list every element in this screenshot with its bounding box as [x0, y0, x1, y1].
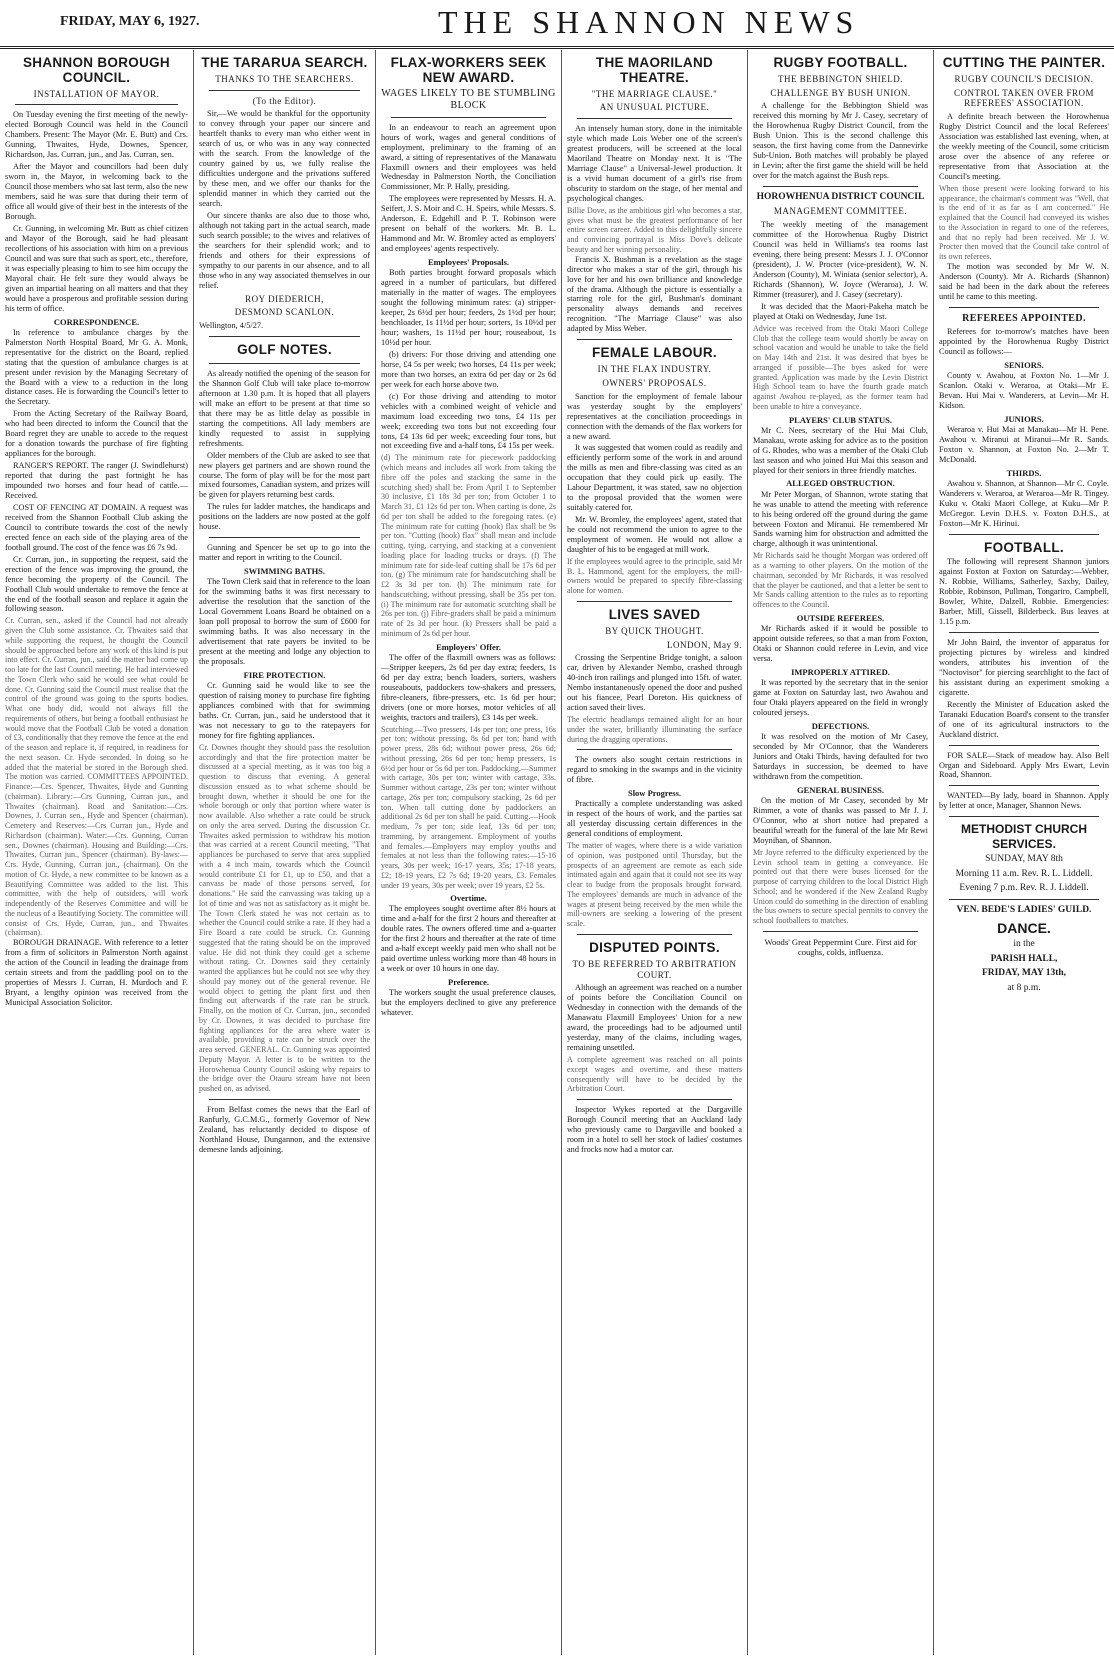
article-heading: FEMALE LABOUR.	[592, 345, 717, 361]
classified-ad: WANTED—By lady, board in Shannon. Apply by letter at once, Manager, Shannon News.	[939, 791, 1109, 811]
article-heading: HOROWHENUA DISTRICT COUNCIL	[756, 192, 925, 203]
column-maoriland-theatre	[562, 50, 748, 1655]
section-heading: OUTSIDE REFEREES.	[796, 612, 885, 623]
paragraph: In reference to ambulance charges by the Palmerston North Hospital Board, Mr G. A. Monk, representative for the district on the Board, replied stating that the question of ambulance charges is at present under revision by the Managing Secretary of the Board with a view to a reduction in the long distance cases. He is forwarding the Council's letter to the Secretary.	[5, 327, 188, 407]
dance-notice-line: at 8 p.m.	[1007, 982, 1041, 993]
section-heading: Overtime.	[450, 893, 487, 904]
paragraph: Recently the Minister of Education asked the Taranaki Education Board's consent to the transfer of one of its agricultural instructors to the Auckland district.	[939, 699, 1109, 739]
paragraph: Sanction for the employment of female labour was yesterday sought by the employers' representatives at the conciliation proceedings in connection with the demands of the flax workers for a new award.	[567, 391, 742, 441]
section-heading: IMPROPERLY ATTIRED.	[791, 666, 890, 677]
dance-notice-title: VEN. BEDE'S LADIES' GUILD.	[956, 905, 1092, 916]
divider	[949, 307, 1099, 308]
article-subheading: CHALLENGE BY BUSH UNION.	[770, 87, 911, 98]
church-notice-line: Morning 11 a.m. Rev. R. L. Liddell.	[955, 868, 1093, 879]
paragraph: Mr. W. Bromley, the employees' agent, stated that he could not recommend the union to agree to the employment of women. He would not allow a daughter of his to be engaged at mill work.	[567, 515, 742, 555]
divider	[15, 104, 178, 105]
body-text-continuation: (d) The minimum rate for piecework paddocking (which means and includes all work from taking the fibre off the poles and stacking the same in the scutching shed) shall be: From April 1 to September 30 inclusive, £1 18s 3d per ton; from October 1 to March 31, £1 12s 6d per ton. When carting is done, 2s 6d per ton shall be added to the foregoing rates. (e) The minimum rate for cutting (hook) flax shall be 9s per ton. "Cutting (hook) flax" shall mean and include cutting, tying, carrying, and stacking at a convenient loading place for loading trucks or drays. (f) The minimum rate for side-leaf cutting shall be 17s 6d per ton. (g) The minimum rate for handscutching shall be £2 3s 3d per ton. (h) The minimum rate for handscutching, without pressing, shall be 35s per ton. (i) The minimum rate for automatic scutching shall be 26s per ton. (j) Fibre-graders shall be paid a minimum rate of 2s 3d per hour. (k) Pressers shall be paid a minimum of 2s 6d per hour.	[381, 453, 556, 638]
signature: DESMOND SCANLON.	[234, 307, 335, 318]
article-heading: REFEREES APPOINTED.	[962, 312, 1086, 324]
paragraph: The offer of the flaxmill owners was as follows:—Stripper keepers, 2s 6d per day extra; feeders, 1s 6d per day extra; bench loaders, sorters, washers rouseabouts, paddockers tow-shakers and pressers, fibre-cleaners, fibre-pressers, etc. 1s 6d per hour; drivers (one or more horses, motor vehicles of all weights, tractors and trailers), £3 14s per week.	[381, 652, 556, 722]
section-heading: PLAYERS' CLUB STATUS.	[788, 414, 893, 425]
divider	[949, 899, 1099, 900]
divider	[209, 336, 360, 337]
divider	[763, 931, 918, 932]
dance-notice-line: PARISH HALL,	[990, 953, 1058, 964]
column-flax-workers	[376, 50, 562, 1655]
paragraph: The weekly meeting of the management committee of the Horowhenua Rugby District Council was held in Williams's tea rooms last evening, there being present: Messrs J. J. O'Connor (president), J. W. Procter (vice-president), W. N. Anderson (County), M. Winiata (senior selector), A. Richards (Shannon), W. Joyce (Weraroa), J. W. Rimmer (treasurer), and J. Casey (secretary).	[753, 220, 928, 299]
divider	[391, 117, 546, 118]
letter-date: Wellington, 4/5/27.	[199, 321, 264, 331]
paragraph: Although an agreement was reached on a number of points before the Conciliation Council on Wednesday in connection with the demands of the Manawatu Flaxmill Employees' Union for a new award, the proceedings had to be adjourned until yesterday, many of the claims, including wages, remaining unsettled.	[567, 983, 742, 1053]
paragraph: The owners also sought certain restrictions in regard to smoking in the swamps and in the vicinity of fibre.	[567, 755, 742, 785]
dance-notice-heading: DANCE.	[997, 919, 1051, 936]
body-text-continuation: If the employees would agree to the principle, said Mr B. L. Hammond, agent for the employers, the mill-owners would be prepared to specify fibre-classing alone for women.	[567, 556, 742, 596]
paragraph: Mr John Baird, the inventor of apparatus for projecting pictures by wireless and kindred wonders, attributes his invention of the "Noctovisor" for piercing searchlight to the fact of his assistant during an experiment smoking a cigarette.	[939, 638, 1109, 697]
paragraph: Sir,—We would be thankful for the opportunity to convey through your paper our sincere and heartfelt thanks to every man who either went in search of us, or who was in any way connected with the search. From the knowledge of the country gained by us, we fully realise the difficulties undergone and the privations suffered by these men, and we offer our thanks for the splendid manner in which they carried out the search.	[199, 109, 370, 209]
divider	[577, 934, 732, 935]
divider	[949, 534, 1099, 535]
article-subheading: INSTALLATION OF MAYOR.	[33, 88, 160, 99]
divider	[577, 118, 732, 119]
body-text-continuation: The electric headlamps remained alight for an hour under the water, brilliantly illuminating the surface during the dragging operations.	[567, 715, 742, 744]
article-subheading: CONTROL TAKEN OVER FROM REFEREES' ASSOCIATION.	[953, 87, 1095, 109]
church-notice-line: Evening 7 p.m. Rev. R. J. Liddell.	[959, 882, 1089, 893]
paragraph: Mr Richards asked if it would be possible to appoint outside referees, so that a man from Foxton, Otaki or Shannon could referee in Levin, and vice versa.	[753, 624, 928, 663]
section-heading: Employers' Offer.	[436, 641, 501, 652]
paragraph: (c) For those driving and attending to motor vehicles with a combined weight of vehicle and maximum load exceeding two tons, £4 11s per week; exceeding two tons but not exceeding four tons, £4 13s 6d per week; exceeding four tons, but not exceeding five and a-half tons, £4 15s per week.	[381, 391, 556, 451]
paragraph: An intensely human story, done in the inimitable style which made Lois Weber one of the screen's greatest producers, will be screened at the local Maoriland Theatre on Monday next. It is "The Marriage Clause" a Universal-Jewel production. It is a vivid human document of a girl's rise from obscurity to stardom on the stage, of her mental and psychological changes.	[567, 124, 742, 203]
paragraph: Both parties brought forward proposals which agreed in a number of particulars, but differed materially in the matter of wages. The employees sought the following minimum rates: (a) stripper-keeper, 2s 6½d per hour; feeders, 2s 1½d per hour; benchloader, 1s 11½d per hour; sorters, 1s 10½d per hour; washers, 1s 11½d per hour; rouseabout, 1s 10½d per hour.	[381, 268, 556, 347]
paragraph: Weraroa v. Hui Mai at Manakau—Mr H. Pene. Awahou v. Miranui at Miranui—Mr R. Sands. Foxton v. Shannon, at Foxton No. 2—Mr T. McDonald.	[939, 424, 1109, 464]
section-heading: ALLEGED OBSTRUCTION.	[786, 478, 895, 489]
article-heading: CUTTING THE PAINTER.	[942, 55, 1106, 70]
column-rugby-football	[748, 50, 934, 1655]
section-heading: GENERAL BUSINESS.	[797, 784, 884, 795]
dance-notice-line: in the	[1013, 939, 1035, 950]
paragraph: After the Mayor and councillors had been duly sworn in, the Mayor, in welcoming back to the Council those members who sat last term, also the new members, said he was sure that during their term of office all would give of their best in the interests of the Borough.	[5, 162, 188, 222]
divider	[949, 632, 1099, 633]
paragraph: County v. Awahou, at Foxton No. 1—Mr J. Scanlon. Otaki v. Weraroa, at Otaki—Mr E. Bevan. Hui Mai v. Wanderers, at Levin—Mr H. Kidson.	[939, 370, 1109, 410]
paragraph: From the Acting Secretary of the Railway Board, who had been directed to inform the Council that the Board regret they are unable to accede to the request for a donation towards the purchase of fire fighting appliances for the borough.	[5, 409, 188, 459]
article-subheading: THE BEBBINGTON SHIELD.	[777, 73, 904, 84]
article-heading: FOOTBALL.	[984, 539, 1064, 555]
paragraph: On Tuesday evening the first meeting of the newly-elected Borough Council was held in the Council Chambers. Present: The Mayor (Mr. E. Butt) and Crs. Gunning, Thwaites, Hyde, Downes, Spencer, Richardson, Jas. Curran, jun., and Jas. Curran, sen.	[5, 110, 188, 160]
paragraph: Older members of the Club are asked to see that new players get partners and are shown round the course. The form of play will be for the most part mixed foursomes, Canadian system, and prizes will be given for players returning best cards.	[199, 450, 370, 500]
paragraph: It was decided that the Maori-Pakeha match be played at Otaki on Wednesday, June 1st.	[753, 301, 928, 321]
body-text-continuation: Mr Joyce referred to the difficulty experienced by the Levin school team in getting a conveyance. He pointed out that there were buses licensed for the purpose of carrying children to the local District High School; and he wondered if the New Zealand Rugby Union could do something in the direction of enabling the bus owners to secure special permits to convey the school footballers to matches.	[753, 847, 928, 926]
body-text-continuation: Scutching.—Two pressers, 14s per ton; one press, 16s per ton; without pressing, 8s 6d per ton; hand with power press, 28s 6d; without power press, 26s 6d; without pressing, 26s 6d per ton; hemp pressers, 1s 6½d per hour or 5s 6d per ton. Paddocking.—Summer with cartage, 30s per ton; winter with cartage, 33s. Summer without cartage, 23s per ton; winter without cartage, 26s per ton; compulsory stacking, 2s 6d per ton. When tall cutting done by paddockers an additional 2s 6d per ton shall be paid. Cutting.—Hook medium, 7s per ton; side leaf, 13s 6d per ton; tramming, by arrangement. Employment of youths and females.—Employers may employ youths and females at not less than the following rates:—15-16 years, 30s per week; 16-17 years, 35s; 17-18 years, £2; 18-19 years, £2 7s 6d; 19-20 years, £3. Females under 19 years, 30s per week; over 19 years, £2 5s.	[381, 724, 556, 890]
section-heading: FIRE PROTECTION.	[243, 669, 326, 680]
paragraph: Cr. Gunning, in welcoming Mr. Butt as chief citizen and Mayor of the Borough, said he had pleasant recollections of his association with him on a previous Council and was sure that such as sport, etc., therefore, it was especially pleasing to him to see him occupy the Mayoral chair. He felt sure they would always be given an impartial hearing on all matters and that they would have a prosperous and profitable session during his term of office.	[5, 223, 188, 313]
advertisement: Woods' Great Peppermint Cure. First aid for coughs, colds, influenza.	[764, 936, 917, 958]
paragraph: It was resolved on the motion of Mr Casey, seconded by Mr O'Connor, that the Wanderers Juniors and Otaki Thirds, having defaulted for two Saturdays in succession, be deemed to have withdrawn from the competition.	[753, 732, 928, 781]
paragraph: Our sincere thanks are also due to those who, although not taking part in the actual search, made such search possible; to the wives and relatives of the searchers for their splendid work; and to friends and others for their expressions of sympathy to our parents in our absence, and to all those who in any way associated themselves in our relief.	[199, 210, 370, 290]
body-text-continuation: Advice was received from the Otaki Maori College Club that the college team would shortly be away on school vacation and would be unable to take the field on May 14th and 21st. It was desired that byes be arranged if possible—The byes asked for were granted. Application was made by the Levin District High School team to have the fourth grade match against Awahou re-played, as the former team had been unable to hire a conveyance.	[753, 323, 928, 411]
paragraph: Inspector Wykes reported at the Dargaville Borough Council meeting that an Auckland lady who previously came to Dargaville and booked a room in a hotel to sell her stock of ladies' costumes and frocks now had a motor car.	[567, 1105, 742, 1154]
paragraph: A definite breach between the Horowhenua Rugby District Council and the local Referees' Association was established last evening, when, at the weekly meeting of the Council, some criticism arose over the absence of any referee or representative from that Association at the Council's meeting.	[939, 112, 1109, 181]
paragraph: On the motion of Mr Casey, seconded by Mr Rimmer, a vote of thanks was passed to Mr J. J. O'Connor, who at short notice had prepared a beautiful wreath for the funeral of the late Mr Rewi Moynihan, of Shannon.	[753, 796, 928, 845]
paragraph: Crossing the Serpentine Bridge tonight, a saloon car, driven by Alexander Nembo, crashed through 40-inch iron railings and plunged into 15ft. of water. Nembo instantaneously opened the door and pushed out his fiancee, Pearl Doreton. His quickness of action saved their lives.	[567, 653, 742, 713]
issue-date: FRIDAY, MAY 6, 1927.	[60, 14, 200, 29]
paragraph: Francis X. Bushman is a revelation as the stage director who makes a star of the girl, through his love for her and his own brilliance and knowledge of the drama. Although the picture is essentially a starring role for the girl, Bushman's dominant personality always demands and receives recognition. "The Marriage Clause" was also adapted by Miss Weber.	[567, 254, 742, 334]
article-subheading: AN UNUSUAL PICTURE.	[599, 102, 710, 113]
section-heading: SWIMMING BATHS.	[243, 566, 326, 577]
article-heading: RUGBY FOOTBALL.	[773, 55, 908, 70]
paragraph: A challenge for the Bebbington Shield was received this morning by Mr J. Casey, secretary of the Horowhenua Rugby District Council, from the Bush Union. This is the second challenge this season, the first having come from the Dannevirke Sub-Union. Both matches will probably be played in Levin; after the first game the shield will be held over for the match against the Bush reps.	[753, 101, 928, 181]
paragraph: The employees were represented by Messrs. H. A. Seifert, J. S. Moir and C. H. Speirs, while Messrs. S. Anderson, E. Edgehill and P. T. Robinson were present on behalf of the workers. Mr. B. L. Hammond and Mr. W. Bromley acted as employers' and employees' agents respectively.	[381, 194, 556, 254]
paragraph: (b) drivers: For those driving and attending one horse, £4 5s per week; two horses, £4 11s per week; more than two horses, an extra 6d per day or 2s 6d per week for each horse above two.	[381, 349, 556, 389]
paragraph: Mr Peter Morgan, of Shannon, wrote stating that he was unable to attend the meeting with reference to his being ordered off the ground during the game between Foxton and Miranui. He remembered Mr Sands warning him for obstruction and admitted the charge, although it was unintentional.	[753, 489, 928, 549]
article-subheading: WAGES LIKELY TO BE STUMBLING BLOCK	[381, 87, 556, 111]
article-subheading: RUGBY COUNCIL'S DECISION.	[954, 73, 1094, 84]
church-notice-date: SUNDAY, MAY 8th	[985, 854, 1063, 865]
paragraph: Referees for to-morrow's matches have been appointed by the Horowhenua Rugby District Council as follows:—	[939, 326, 1109, 356]
article-subheading: THANKS TO THE SEARCHERS.	[215, 73, 354, 84]
body-text-continuation: A complete agreement was reached on all points except wages and overtime, and these matters consequently will have to be decided by the Arbitration Court.	[567, 1055, 742, 1094]
section-heading: DEFECTIONS.	[811, 720, 870, 731]
article-heading: THE MAORILAND THEATRE.	[595, 55, 714, 85]
article-subheading: MANAGEMENT COMMITTEE.	[773, 206, 908, 217]
paragraph: From Belfast comes the news that the Earl of Ranfurly, G.C.M.G., formerly Governor of New Zealand, has reluctantly decided to dispose of Northland House, Dungannon, and the extensive demesne lands adjoining.	[199, 1104, 370, 1154]
column-tararua-search	[194, 50, 376, 1655]
section-heading: CORRESPONDENCE.	[53, 316, 140, 327]
paragraph: COST OF FENCING AT DOMAIN. A request was received from the Shannon Football Club asking the Council to contribute towards the cost of the newly erected fence on each side of the playing area of the football ground. The cost of the fence was £6 7s 9d.	[5, 502, 188, 552]
column-cutting-the-painter	[934, 50, 1114, 1655]
article-heading: DISPUTED POINTS.	[589, 939, 720, 955]
editor-note: (To the Editor).	[252, 95, 317, 106]
section-heading: Preference.	[448, 977, 489, 988]
article-heading: FLAX-WORKERS SEEK NEW AWARD.	[390, 55, 547, 85]
body-text-continuation: When those present were looking forward to his appearance, the chairman's comment was "Well, that is the end of it as far as I am concerned." He explained that the Council had conveyed its wishes to the Association in regard to one of the referees, and that no reply had been received. Mr J. W. Procter then moved that the Council take control of its own referees.	[939, 183, 1109, 262]
signature: ROY DIEDERICH,	[245, 293, 324, 304]
divider	[209, 1099, 360, 1100]
body-text-continuation: The matter of wages, where there is a wide variation of opinion, was postponed until Thursday, but the prospects of an agreement are remote as each side intimated again and again that it could not see its way clear to budge from the proposals brought forward. The employees' demands are much in advance of the wages at present being received by the men while the mill-owners are seeking a lowering of the present scale.	[567, 841, 742, 929]
body-text-continuation: Mr Richards said he thought Morgan was ordered off as a warning to other players. On the motion of the chairman, seconded by Mr Richards, it was resolved that the player be cautioned, and that a letter be sent to Mr Sands calling attention to the rules as to reporting offences to the Council.	[753, 551, 928, 610]
article-heading: SHANNON BOROUGH COUNCIL.	[22, 55, 170, 85]
classified-ad: FOR SALE—Stack of meadow hay. Also Bell Organ and Sideboard. Apply Mrs Ewart, Levin Road, Shannon.	[939, 750, 1109, 780]
paragraph: Mr C. Nees, secretary of the Hui Mai Club, Manakau, wrote asking for advice as to the position of G. Rhodes, who was a member of the Otaki Club last season and who joined Hui Mai this season and played for their seniors in three friendly matches.	[753, 425, 928, 475]
paragraph: The following will represent Shannon juniors against Foxton at Foxton on Saturday:—Webber, N. Robbie, Williams, Satherley, Saxby, Dailey, Robbie, Robinson, Pullman, Tongariro, Campbell, Bowler, White, Dalzell, Robbie. Emergencies: Barber, Mill, Gissell, Bilderbeck. Bus leaves at 1.15 p.m.	[939, 557, 1109, 627]
article-subheading: IN THE FLAX INDUSTRY.	[597, 364, 712, 375]
paragraph: It was suggested that women could as readily and efficiently perform some of the work in and around the mills as men and fibre-classing was cited as an occupation that they could pick up easily. The Labour Department, it was stated, saw no objection to the proposal provided that the women were suitably catered for.	[567, 443, 742, 513]
paragraph: The motion was seconded by Mr W. N. Anderson (County). Mr A. Richards (Shannon) said he had been in the dark about the referees until he came to this meeting.	[939, 261, 1109, 301]
paragraph: BOROUGH DRAINAGE. With reference to a letter from a firm of solicitors in Palmerston North against the action of the Council in leading the drainage from certain streets and from the paddling pool on to the properties of Messrs J. Curran, H. Murdoch and F. Bryant, a lengthy opinion was received from the Municipal Association Solicitor.	[5, 938, 188, 1007]
divider	[209, 363, 360, 364]
divider	[763, 186, 918, 187]
section-heading: Slow Progress.	[627, 788, 682, 799]
paragraph: Practically a complete understanding was asked in respect of the hours of work, and the parties sat all yesterday discussing certain differences in the general conditions of employment.	[567, 799, 742, 839]
divider	[209, 537, 360, 538]
paragraph: The employees sought overtime after 8½ hours at time and a-half for the first 2 hours and thereafter at double rates. The owners offered time and a-quarter for the first 2 hours and thereafter at the rate of time and a-half except weekly paid men who shall not be paid overtime unless working more than 48 hours in a week or over 10 hours in one day.	[381, 904, 556, 974]
body-text-continuation: Cr. Downes thought they should pass the resolution accordingly and that the fire protection matter be discussed at a special meeting, as it was too big a question to discuss that evening. A general discussion ensued as to what scheme should be brought down, whether it should be one for the whole borough or only that portion where water is now available. Also whether a rate could be struck on only the area served. During the discussion Cr. Thwaites asked permission to withdraw his motion that was carried at a recent Council meeting, "That appliances be purchased to serve that area supplied with a 4 inch main, towards which the Council would contribute £1 for £1, up to £50, and that a canvass be made of those persons served, for donations." He said the canvassing was taking up a lot of time and was not as satisfactory as it might be. The Town Clerk stated he was not certain as to whether the Council could strike a rate. If they had a Fire Board a rate could be struck. Cr. Gunning suggested that the rating should be on the improved value. He did not think they could get a scheme without rating. Cr. Downes said they certainly wanted the appliances but he could not see why they should pay money out of the general revenue. He would object to getting the plant first and then finding out afterwards if the rate can be struck. Finally, on the motion of Cr. Curran, jun., seconded by Cr. Downes, it was decided to purchase fire fighting appliances for the area where water is available, providing a rate can be struck over the area served. GENERAL. Cr. Gunning was appointed Deputy Mayor. A letter is to be written to the Horowhenua County Council asking why repairs to the bridge over the Otauru stream have not been pushed on, as advised.	[199, 742, 370, 1094]
section-heading: SENIORS.	[1004, 359, 1044, 370]
article-heading: THE TARARUA SEARCH.	[201, 55, 368, 70]
body-text-continuation: Billie Dove, as the ambitious girl who becomes a star, gives what must be the greatest performance of her entire screen career. Added to this delightfully sincere and convincing portrayal is Miss Dove's delicate beauty and her winning personality.	[567, 205, 742, 254]
divider	[577, 339, 732, 340]
column-borough-council	[0, 50, 194, 1655]
masthead	[0, 0, 1114, 49]
divider	[577, 749, 732, 750]
article-subheading: BY QUICK THOUGHT.	[605, 625, 704, 636]
body-text-continuation: Cr. Curran, sen., asked if the Council had not already given the Club some assistance. Cr. Thwaites said that while supporting the request, he thought the Council should be approached before any work of this kind is put into effect. Cr. Curran, jun., said the matter had come up too late for the last Council meeting. He had interviewed the Town Clerk who said he would see what could be done. Cr. Gunning said the Council must realise that the control of the ground was going to the sports bodies. What one body did, would not always fill the requirements of others, but being a football enthusiast he would move that the Football Club be voted a donation of £3, conditionally that they remove the fence at the end of the season and replace it, if required, in readiness for the next season. Cr. Hyde seconded. In doing so he added that the material be stored in the Borough shed. The motion was carried. COMMITTEES APPOINTED. Finance:—Crs. Spencer, Thwaites, Hyde and Gunning (chairman). Library:—Crs Gunning, Curran jun., and Thwaites (chairman). Road and Sanitation:—Crs. Downes, J. Curran sen., Hyde and Spencer (chairman). Cemetery and Reserves:—Crs Curran jun., Hyde and Richardson (chairman). Water:—Crs. Gunning, Curran sen., Downes (chairman). Housing and Building:—Crs. Thwaites, Curran jun., Spencer (chairman). By-laws:—Crs. Hyde, Gunning, Curran jun., (chairman). On the motion of Cr. Hyde, a new committee to be known as a Beautifying Committee was added to the list. This committee, with the help of outsiders, will work independently of the Reserves Committee and will be the nucleus of a Beautifying Society. The committee will consist of Crs. Hyde, Curran, jun., and Thwaites (chairman).	[5, 616, 188, 938]
paragraph: Gunning and Spencer be set up to go into the matter and report in writing to the Council.	[199, 543, 370, 563]
divider	[577, 601, 732, 602]
paragraph: Awahou v. Shannon, at Shannon—Mr C. Coyle. Wanderers v. Weraroa, at Weraroa—Mr R. Tingey. Kuku v. Otaki Maori College, at Kuku—Mr P. McGregor. Levin D.H.S. v. Foxton D.H.S., at Foxton—Mr K. Hirinui.	[939, 478, 1109, 528]
article-heading: GOLF NOTES.	[237, 342, 332, 358]
paragraph: In an endeavour to reach an agreement upon hours of work, wages and general conditions of employment, preliminary to the framing of an award, a sitting of representatives of the Manawatu Flaxmill owners and their employees was held Wednesday in Palmerston North, the Conciliation Commissioner, Mr. P. Hally, presiding.	[381, 122, 556, 192]
section-heading: Employees' Proposals.	[427, 257, 510, 268]
dateline: LONDON, May 9.	[667, 639, 742, 650]
article-subheading: "THE MARRIAGE CLAUSE."	[591, 88, 718, 99]
columns	[0, 50, 1114, 1655]
paragraph: The rules for ladder matches, the handicaps and positions on the ladders are now posted at the golf house.	[199, 502, 370, 532]
divider	[949, 745, 1099, 746]
article-heading: LIVES SAVED	[608, 606, 701, 622]
paragraph: Cr. Gunning said he would like to see the question of raising money to purchase fire fighting appliances combined with that for swimming baths. Cr. Curran, jun., said he understood that it was not necessary to go to the ratepayers for money for fire fighting appliances.	[199, 681, 370, 740]
section-heading: THIRDS.	[1006, 467, 1042, 478]
section-heading: JUNIORS.	[1004, 413, 1044, 424]
divider	[209, 90, 360, 91]
paragraph: The Town Clerk said that in reference to the loan for the swimming baths it was first necessary to advertise the resolution that the sanction of the Local Government Loans Board be obtained on a loan poll proposal to borrow the sum of £600 for swimming baths. It was also necessary in the advertisement that rate payers be invited to be present at the meeting and lodge any objection to the proposals.	[199, 577, 370, 666]
article-subheading: TO BE REFERRED TO ARBITRATION COURT.	[572, 958, 737, 980]
paragraph: Cr. Curran, jun., in supporting the request, said the erection of the fence was improving the ground, the fence becoming the property of the Council. The Football Club would undertake to remove the fence at the end of the football season and replace it again the following season.	[5, 554, 188, 614]
paragraph: As already notified the opening of the season for the Shannon Golf Club will take place to-morrow afternoon at 1.30 p.m. It is hoped that all players will make an effort to be present at that time so that there may be as little delay as possible in starting the competitions. All lady members are kindly requested to assist in supplying refreshments.	[199, 368, 370, 448]
divider	[577, 1099, 732, 1100]
divider	[949, 785, 1099, 786]
paragraph: It was reported by the secretary that in the senior game at Foxton on Saturday last, two Awahou and four Otaki players appeared on the field in wrongly coloured jerseys.	[753, 678, 928, 717]
divider	[949, 816, 1099, 817]
article-subheading: OWNERS' PROPOSALS.	[602, 377, 707, 388]
church-notice-title: METHODIST CHURCH SERVICES.	[961, 822, 1087, 851]
paragraph: The workers sought the usual preference clauses, but the employers declined to give any preference whatever.	[381, 988, 556, 1018]
dance-notice-line: FRIDAY, MAY 13th,	[981, 968, 1067, 979]
newspaper-title: THE SHANNON NEWS	[438, 4, 860, 40]
paragraph: RANGER'S REPORT. The ranger (J. Swindlehurst) reported that during the past fortnight he has impounded two horses and four head of cattle.—Received.	[5, 461, 188, 500]
